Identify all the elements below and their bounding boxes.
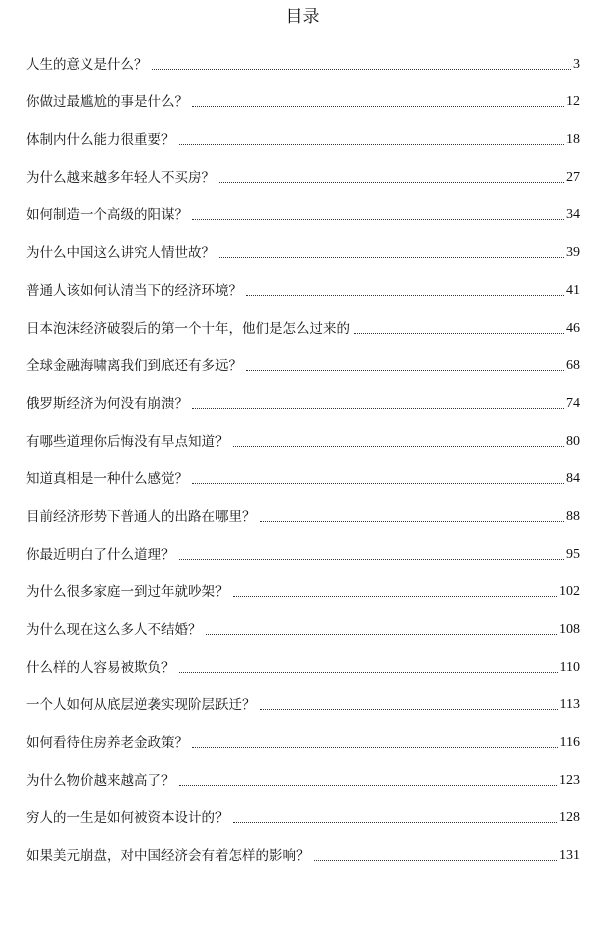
toc-entry-title: 为什么中国这么讲究人情世故？ [26,245,215,262]
dot-leader [179,143,565,145]
toc-entry-title: 如果美元崩盘，对中国经济会有着怎样的影响？ [26,848,310,865]
dot-leader [233,595,558,597]
toc-entry-page: 123 [559,772,580,788]
toc-entry[interactable] [26,526,580,564]
toc-entry-title: 有哪些道理你后悔没有早点知道？ [26,433,229,450]
dot-leader [233,821,558,823]
toc-entry-title: 什么样的人容易被欺负？ [26,659,175,676]
toc-entry-page: 27 [566,169,580,185]
toc-entry-title: 你做过最尴尬的事是什么？ [26,94,188,111]
toc-entry-title: 为什么越来越多年轻人不买房？ [26,169,215,186]
toc-entry-title: 你最近明白了什么道理？ [26,546,175,563]
dot-leader [192,105,564,107]
toc-title: 目录 [285,7,320,27]
toc-entry[interactable] [26,300,580,338]
toc-entry-page: 95 [566,546,580,562]
toc-entry[interactable] [26,752,580,790]
toc-entry[interactable] [26,413,580,451]
dot-leader [152,68,572,70]
dot-leader [219,181,564,183]
toc-entry-page: 128 [559,810,580,826]
toc-entry-title: 俄罗斯经济为何没有崩溃？ [26,395,188,412]
toc-entry[interactable] [26,488,580,526]
toc-entry-title: 一个人如何从底层逆袭实现阶层跃迁？ [26,697,256,714]
toc-entry-page: 46 [566,320,580,336]
toc-entry-page: 12 [566,94,580,110]
toc-entry-page: 131 [559,848,580,864]
toc-entry-title: 人生的意义是什么？ [26,56,148,73]
toc-entry-title: 穷人的一生是如何被资本设计的？ [26,810,229,827]
toc-entry-title: 为什么物价越来越高了？ [26,772,175,789]
toc-entry-title: 普通人该如何认清当下的经济环境？ [26,282,242,299]
toc-entry-page: 110 [559,659,580,675]
toc-entry-page: 34 [566,207,580,223]
toc-entry-title: 日本泡沫经济破裂后的第一个十年，他们是怎么过来的 [26,320,350,337]
toc-entry[interactable] [26,827,580,865]
dot-leader [260,708,558,710]
toc-entry-title: 目前经济形势下普通人的出路在哪里？ [26,508,256,525]
dot-leader [192,746,558,748]
dot-leader [179,784,558,786]
toc-entry-page: 39 [566,245,580,261]
toc-entry-page: 88 [566,508,580,524]
toc-entry-page: 74 [566,395,580,411]
toc-entry[interactable] [26,714,580,752]
toc-entry-page: 68 [566,358,580,374]
dot-leader [354,332,564,334]
toc-entry-title: 全球金融海啸离我们到底还有多远？ [26,358,242,375]
toc-entry-title: 如何制造一个高级的阳谋？ [26,207,188,224]
toc-entry[interactable] [26,262,580,300]
toc-entry[interactable] [26,187,580,225]
dot-leader [179,671,558,673]
dot-leader [192,482,564,484]
dot-leader [192,218,564,220]
dot-leader [314,859,558,861]
dot-leader [246,369,564,371]
toc-entry-title: 为什么现在这么多人不结婚？ [26,622,202,638]
toc-entry-title: 如何看待住房养老金政策？ [26,735,188,752]
toc-entry-title: 知道真相是一种什么感觉？ [26,471,188,488]
dot-leader [206,633,558,635]
toc-entry-page: 108 [559,622,580,637]
dot-leader [260,520,565,522]
toc-entry[interactable] [26,224,580,262]
dot-leader [219,256,564,258]
toc-entry-title: 为什么很多家庭一到过年就吵架？ [26,584,229,601]
toc-entry-page: 113 [559,697,580,713]
dot-leader [246,294,564,296]
toc-entry-title: 体制内什么能力很重要？ [26,132,175,149]
dot-leader [233,445,565,447]
toc-entry-page: 102 [559,584,580,600]
toc-entry-page: 3 [573,56,580,72]
toc-entry[interactable] [26,111,580,149]
toc-entry-page: 84 [566,471,580,487]
toc-entry-page: 18 [566,132,580,148]
toc-entry[interactable] [26,564,580,602]
toc-entry[interactable] [26,149,580,187]
toc-entry[interactable] [26,601,580,639]
toc-list [26,36,580,865]
toc-entry[interactable] [26,451,580,489]
toc-entry[interactable] [26,36,580,74]
toc-entry[interactable] [26,677,580,715]
dot-leader [192,407,564,409]
toc-entry[interactable] [26,639,580,677]
toc-entry[interactable] [26,375,580,413]
toc-entry-page: 80 [566,433,580,449]
toc-entry[interactable] [26,74,580,112]
toc-entry[interactable] [26,338,580,376]
dot-leader [179,558,565,560]
toc-entry-page: 116 [559,735,580,751]
toc-entry-page: 41 [566,282,580,298]
toc-entry[interactable] [26,790,580,828]
